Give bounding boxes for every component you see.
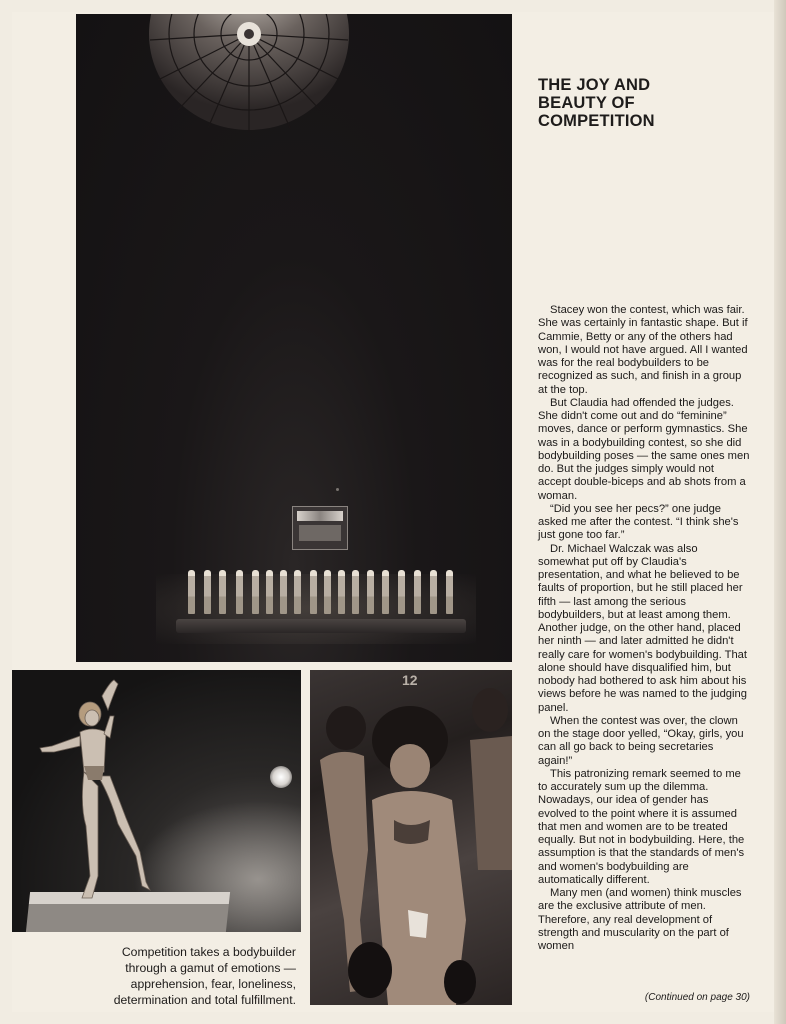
caption-line: through a gamut of emotions — <box>125 961 296 975</box>
posing-photo <box>12 670 301 932</box>
article-headline <box>538 76 748 130</box>
paragraph: When the contest was over, the clown on the stage door yelled, “Okay, girls, you can all go back to being secretaries again!” <box>538 714 744 767</box>
paragraph: Dr. Michael Walczak was also somewhat put off by Claudia's presentation, and what he believed to be faults of proportion, but he still placed her fifth — last among the serious bodybuilders, but at least among them. Another judge, on the other hand, placed her ninth — and later admitted he didn't really care for women's bodybuilding. That alone should have disqualified him, but nobody had bothered to ask him about his views before he was named to the judging panel. <box>538 542 748 714</box>
stained-glass-dome <box>148 14 350 134</box>
contestant-figure <box>252 570 259 614</box>
paragraph: “Did you see her pecs?” one judge asked me after the contest. “I think she's just gone too far.” <box>538 502 739 542</box>
contestant-figure <box>382 570 389 614</box>
continued-note: (Continued on page 30) <box>644 992 750 1003</box>
contestant-figure <box>204 570 211 614</box>
contestant-figure <box>414 570 421 614</box>
contestant-figure <box>338 570 345 614</box>
contestant-figure <box>294 570 301 614</box>
stage-floor <box>176 619 466 633</box>
contestant-figure <box>446 570 453 614</box>
contestant-figure <box>430 570 437 614</box>
stage-number-sign: 12 <box>402 672 418 688</box>
contestant-figure <box>398 570 405 614</box>
contestant-figure <box>367 570 374 614</box>
contestant-figure <box>236 570 243 614</box>
contestant-figure <box>324 570 331 614</box>
posing-bodybuilder <box>32 676 162 906</box>
caption-line: apprehension, fear, loneliness, <box>130 977 296 991</box>
backstage-photo <box>310 670 512 1005</box>
paragraph: But Claudia had offended the judges. She didn't come out and do “feminine” moves, dance or perform gymnastics. She was in a bodybuilding contest, so she did bodybuilding poses — the same ones men do. But the judges simply would not accept double-biceps and ab shots from a woman. <box>538 396 750 502</box>
paragraph: Stacey won the contest, which was fair. She was certainly in fantastic shape. But if Cammie, Betty or any of the others had won, I would not have argued. All I wanted was for the real bodybuilders to be recognized as such, and finish in a group at the top. <box>538 304 748 396</box>
contestant-figure <box>188 570 195 614</box>
headline-line: COMPETITION <box>538 112 655 130</box>
caption-line: determination and total fulfillment. <box>113 993 296 1007</box>
page-edge <box>774 0 786 1024</box>
paragraph: This patronizing remark seemed to me to accurately sum up the dilemma. Nowadays, our idea of gender has evolved to the point where it is assumed that men and women are to be treated equally. But not in bodybuilding. Here, the assumption is that the standards of men's and women's bodybuilding are automatically different. <box>538 767 745 886</box>
contestant-figure <box>310 570 317 614</box>
backstage-bodybuilders <box>310 670 512 1005</box>
article-body <box>538 304 750 953</box>
photo-caption <box>20 944 296 1008</box>
headline-line: THE JOY AND <box>538 76 651 94</box>
caption-line: Competition takes a bodybuilder <box>121 945 296 959</box>
spotlight <box>270 766 292 788</box>
stage-lineup-photo <box>76 14 512 662</box>
paragraph: Many men (and women) think muscles are the exclusive attribute of men. Therefore, any real development of strength and muscularity on the part of women <box>538 887 742 952</box>
headline-line: BEAUTY OF <box>538 94 635 112</box>
contest-banner <box>292 506 348 550</box>
dust-speck <box>336 488 339 491</box>
contestant-figure <box>280 570 287 614</box>
contestant-figure <box>219 570 226 614</box>
contestant-figure <box>266 570 273 614</box>
contestant-figure <box>352 570 359 614</box>
bleed-through-text <box>520 140 750 250</box>
